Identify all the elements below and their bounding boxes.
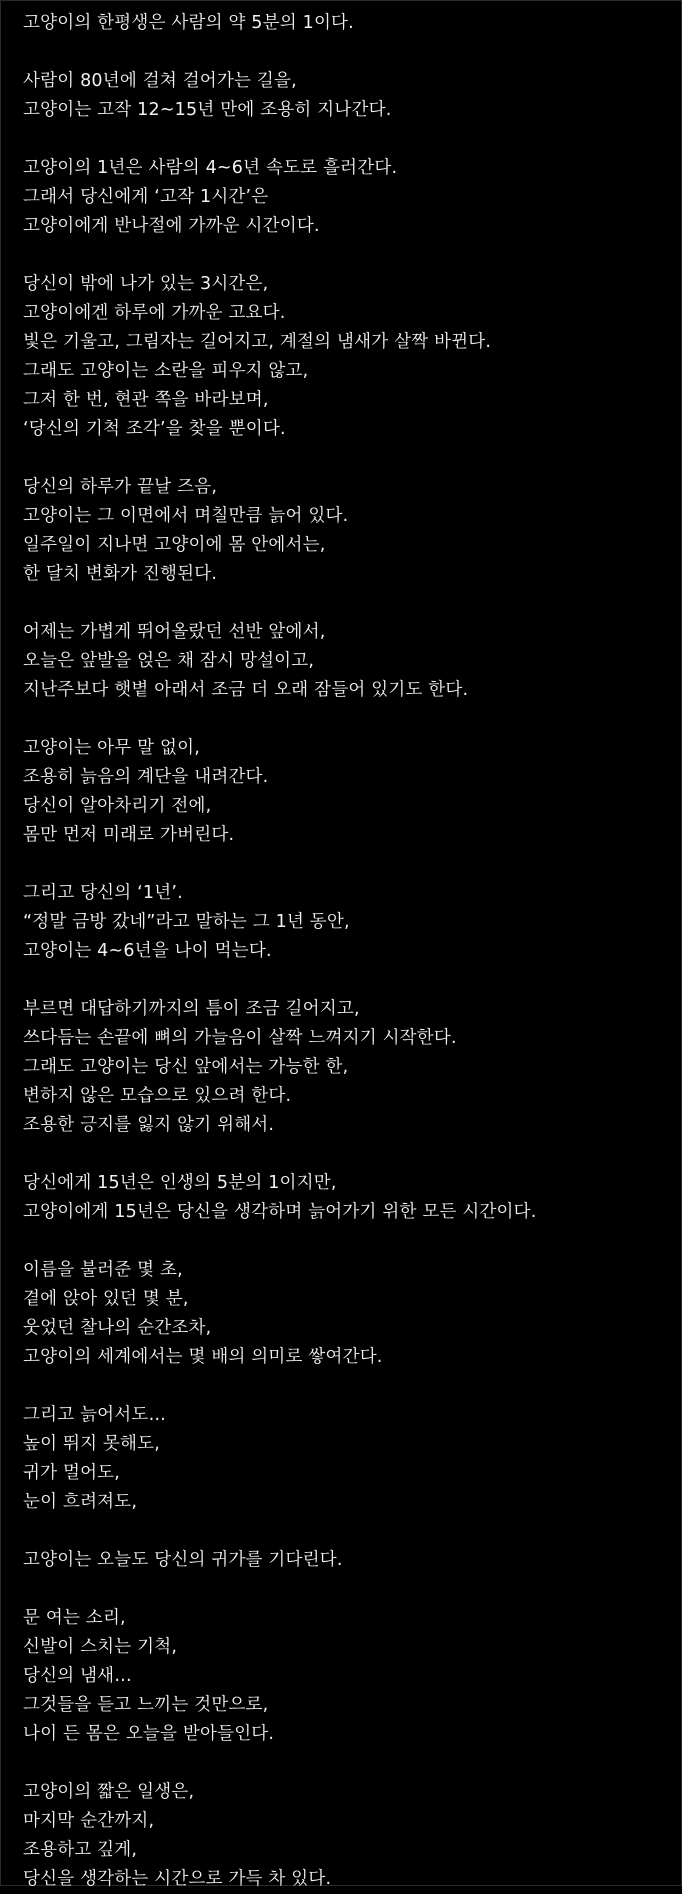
- text-line: 고양이의 1년은 사람의 4~6년 속도로 흘러간다.: [23, 158, 398, 178]
- text-line: 당신이 밖에 나가 있는 3시간은,: [23, 274, 269, 294]
- paragraph: [23, 1546, 681, 1575]
- post-body: [1, 1, 681, 1894]
- text-line: 오늘은 앞발을 얹은 채 잠시 망설이고,: [23, 651, 315, 671]
- text-line: 그래서 당신에게 ‘고작 1시간’은: [23, 187, 269, 207]
- text-line: 부르면 대답하기까지의 틈이 조금 길어지고,: [23, 999, 360, 1019]
- text-line: 어제는 가볍게 뛰어올랐던 선반 앞에서,: [23, 622, 326, 642]
- text-line: 한 달치 변화가 진행된다.: [23, 564, 218, 584]
- text-line: 고양이에게 반나절에 가까운 시간이다.: [23, 216, 320, 236]
- text-line: 그것들을 듣고 느끼는 것만으로,: [23, 1695, 269, 1715]
- text-line: 그래도 고양이는 소란을 피우지 않고,: [23, 361, 309, 381]
- text-line: 당신에게 15년은 인생의 5분의 1이지만,: [23, 1173, 337, 1193]
- paragraph: [23, 1256, 681, 1372]
- text-line: “정말 금방 갔네”라고 말하는 그 1년 동안,: [23, 912, 350, 932]
- paragraph: [23, 1604, 681, 1749]
- text-line: 그래도 고양이는 당신 앞에서는 가능한 한,: [23, 1057, 349, 1077]
- text-line: 문 여는 소리,: [23, 1608, 126, 1628]
- text-line: 높이 뛰지 못해도,: [23, 1434, 161, 1454]
- text-line: 조용하고 깊게,: [23, 1840, 138, 1860]
- text-line: 웃었던 찰나의 순간조차,: [23, 1318, 212, 1338]
- text-line: 이름을 불러준 몇 초,: [23, 1260, 183, 1280]
- text-line: 당신을 생각하는 시간으로 가득 차 있다.: [23, 1869, 332, 1889]
- text-line: 조용히 늙음의 계단을 내려간다.: [23, 767, 269, 787]
- paragraph: [23, 995, 681, 1140]
- text-line: 그저 한 번, 현관 쪽을 바라보며,: [23, 390, 269, 410]
- text-line: 몸만 먼저 미래로 가버린다.: [23, 825, 235, 845]
- text-line: 당신이 알아차리기 전에,: [23, 796, 212, 816]
- text-line: 신발이 스치는 기척,: [23, 1637, 178, 1657]
- text-line: 눈이 흐려져도,: [23, 1492, 138, 1512]
- text-line: 당신의 냄새…: [23, 1666, 132, 1686]
- paragraph: [23, 1401, 681, 1517]
- text-line: 고양이는 그 이면에서 며칠만큼 늙어 있다.: [23, 506, 349, 526]
- paragraph: [23, 9, 681, 38]
- text-line: 고양이의 한평생은 사람의 약 5분의 1이다.: [23, 13, 354, 33]
- text-line: 빛은 기울고, 그림자는 길어지고, 계절의 냄새가 살짝 바뀐다.: [23, 332, 492, 352]
- text-line: 조용한 긍지를 잃지 않기 위해서.: [23, 1115, 275, 1135]
- text-line: 고양이는 고작 12~15년 만에 조용히 지나간다.: [23, 100, 392, 120]
- paragraph: [23, 618, 681, 705]
- text-line: 그리고 늙어서도…: [23, 1405, 167, 1425]
- text-line: 당신의 하루가 끝날 즈음,: [23, 477, 218, 497]
- text-line: 고양이에겐 하루에 가까운 고요다.: [23, 303, 286, 323]
- text-line: 일주일이 지나면 고양이에 몸 안에서는,: [23, 535, 326, 555]
- paragraph: [23, 270, 681, 444]
- paragraph: [23, 879, 681, 966]
- text-line: 지난주보다 햇볕 아래서 조금 더 오래 잠들어 있기도 한다.: [23, 680, 469, 700]
- text-line: 고양이는 오늘도 당신의 귀가를 기다린다.: [23, 1550, 343, 1570]
- text-line: 쓰다듬는 손끝에 뼈의 가늘음이 살짝 느껴지기 시작한다.: [23, 1028, 457, 1048]
- text-line: ‘당신의 기척 조각’을 찾을 뿐이다.: [23, 419, 286, 439]
- text-line: 고양이의 짧은 일생은,: [23, 1782, 195, 1802]
- paragraph: [23, 1778, 681, 1894]
- text-line: 곁에 앉아 있던 몇 분,: [23, 1289, 189, 1309]
- text-line: 고양이는 아무 말 없이,: [23, 738, 200, 758]
- text-line: 고양이에게 15년은 당신을 생각하며 늙어가기 위한 모든 시간이다.: [23, 1202, 537, 1222]
- text-line: 변하지 않은 모습으로 있으려 한다.: [23, 1086, 292, 1106]
- paragraph: [23, 1169, 681, 1227]
- text-line: 고양이는 4~6년을 나이 먹는다.: [23, 941, 272, 961]
- paragraph: [23, 734, 681, 850]
- text-line: 귀가 멀어도,: [23, 1463, 121, 1483]
- paragraph: [23, 154, 681, 241]
- text-line: 사람이 80년에 걸쳐 걸어가는 길을,: [23, 71, 297, 91]
- paragraph: [23, 67, 681, 125]
- text-line: 마지막 순간까지,: [23, 1811, 155, 1831]
- text-line: 고양이의 세계에서는 몇 배의 의미로 쌓여간다.: [23, 1347, 383, 1367]
- paragraph: [23, 473, 681, 589]
- text-line: 그리고 당신의 ‘1년’.: [23, 883, 183, 903]
- text-line: 나이 든 몸은 오늘을 받아들인다.: [23, 1724, 275, 1744]
